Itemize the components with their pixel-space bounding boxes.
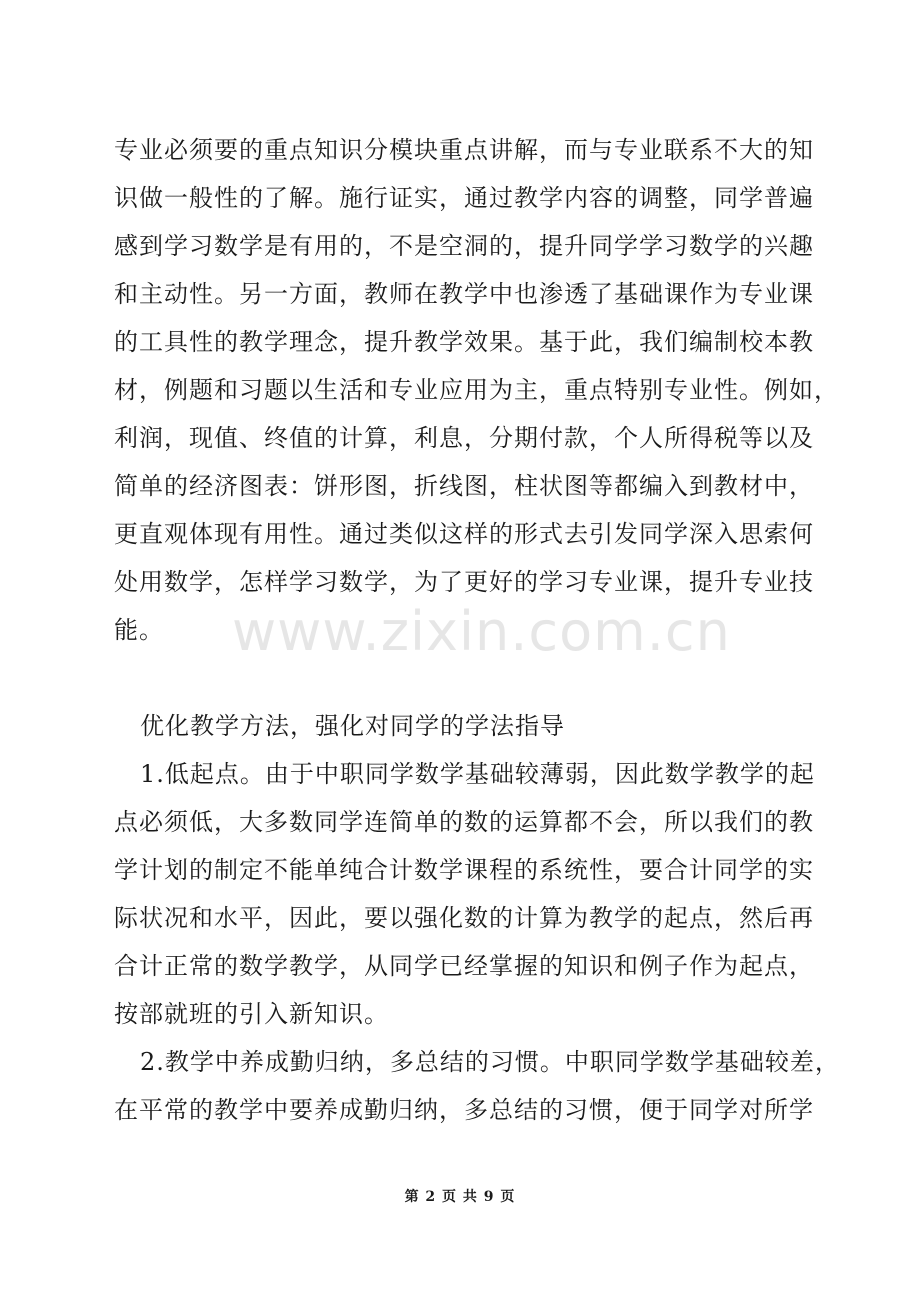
text-line: 合计正常的数学教学，从同学已经掌握的知识和例子作为起点， bbox=[114, 952, 814, 980]
list-item-summarize-habit bbox=[114, 1038, 840, 1134]
text-line: 能。 bbox=[114, 616, 164, 644]
text-line: 按部就班的引入新知识。 bbox=[114, 1000, 389, 1028]
list-item-low-start bbox=[114, 750, 814, 1038]
text-line: 材，例题和习题以生活和专业应用为主，重点特别专业性。例如， bbox=[114, 376, 839, 404]
text-line: 1.低起点。由于中职同学数学基础较薄弱，因此数学教学的起 bbox=[140, 760, 815, 788]
text-line: 利润，现值、终值的计算，利息，分期付款，个人所得税等以及 bbox=[114, 424, 814, 452]
text-line: 感到学习数学是有用的，不是空洞的，提升同学学习数学的兴趣 bbox=[114, 232, 814, 260]
watermark: www.zixin.com.cn bbox=[232, 600, 731, 663]
text-line: 更直观体现有用性。通过类似这样的形式去引发同学深入思索何 bbox=[114, 520, 814, 548]
section-heading: 优化教学方法，强化对同学的学法指导 bbox=[140, 712, 565, 740]
text-line: 学计划的制定不能单纯合计数学课程的系统性，要合计同学的实 bbox=[114, 856, 814, 884]
text-line: 处用数学，怎样学习数学，为了更好的学习专业课，提升专业技 bbox=[114, 568, 814, 596]
text-line: 识做一般性的了解。施行证实，通过教学内容的调整，同学普遍 bbox=[114, 184, 814, 212]
text-line: 专业必须要的重点知识分模块重点讲解，而与专业联系不大的知 bbox=[114, 136, 814, 164]
text-line: 简单的经济图表：饼形图，折线图，柱状图等都编入到教材中， bbox=[114, 472, 814, 500]
text-line: 2.教学中养成勤归纳，多总结的习惯。中职同学数学基础较差， bbox=[140, 1048, 840, 1076]
text-line: 际状况和水平，因此，要以强化数的计算为教学的起点，然后再 bbox=[114, 904, 814, 932]
paragraph-curriculum bbox=[114, 126, 839, 654]
page-footer: 第 2 页 共 9 页 bbox=[404, 1189, 516, 1205]
text-line: 和主动性。另一方面，教师在教学中也渗透了基础课作为专业课 bbox=[114, 280, 814, 308]
text-line: 在平常的教学中要养成勤归纳，多总结的习惯，便于同学对所学 bbox=[114, 1096, 814, 1124]
text-line: 的工具性的教学理念，提升教学效果。基于此，我们编制校本教 bbox=[114, 328, 814, 356]
text-line: 点必须低，大多数同学连简单的数的运算都不会，所以我们的教 bbox=[114, 808, 814, 836]
